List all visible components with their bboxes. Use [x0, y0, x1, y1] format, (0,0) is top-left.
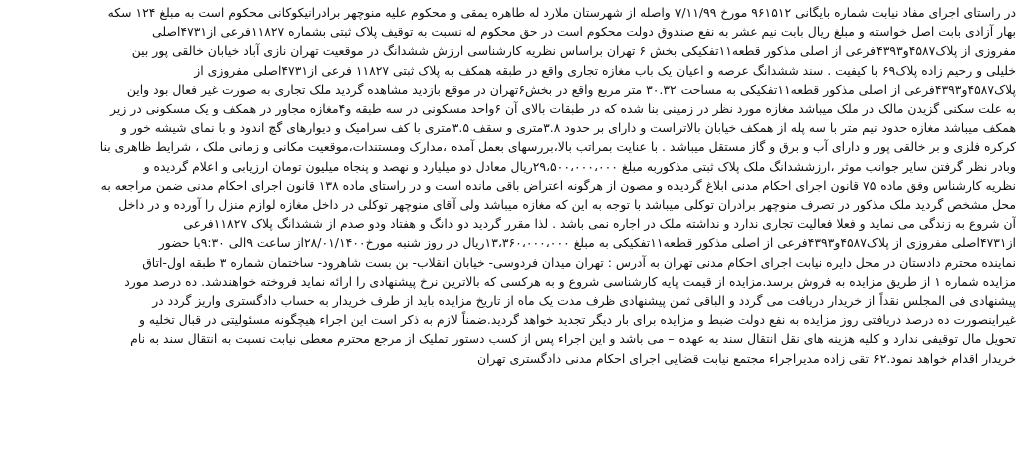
- notice-line-11: محل مشخص گردید ملک مذکور در تصرف منوچهر برادران توکلی میباشد با توجه به این که مغازه میباشد ولی آقای منوچهر توکلی در داخل مغازه لوازم منزل را آورده و در داخل: [118, 197, 1016, 213]
- notice-line-6: به علت سکنی گزیدن مالک در ملک میباشد مغازه مورد نظر در زمینی بنا شده که در طبقات بالای آن ۶واحد مسکونی در سه طبقه و۴مغازه مجاور در همکف و یک مسکونی در زیر: [110, 101, 1016, 117]
- notice-line-10: نظریه کارشناس وفق ماده ۷۵ قانون اجرای احکام مدنی ابلاغ گردیده و مصون از هرگونه اعتراض باقی مانده است و در راستای ماده ۱۳۸ قانون اجرای احکام مدنی ضمن مراجعه به: [100, 177, 1016, 193]
- notice-line-7: همکف میباشد مغازه حدود نیم متر با سه پله از همکف خیابان بالاتراست و دارای بر حدود ۳.۸متری و سقف ۳.۵متری با کف سرامیک و دیوارهای گچ اندود و با نمای شیشه خور و: [120, 120, 1016, 136]
- notice-line-1: در راستای اجرای مفاد نیابت شماره بایگانی ۹۶۱۵۱۲ مورخ ۷/۱۱/۹۹ واصله از شهرستان ملارد له طاهره یمقی و محکوم علیه منوچهر برادرانیکوکانی محکوم است به مبلغ ۱۲۴ سکه: [107, 5, 1016, 20]
- auction-notice-text: [8, 3, 1016, 368]
- notice-line-15: مزایده شماره ۱ از طریق مزایده به فروش برسد.مزایده از قیمت پایه کارشناسی شروع و به هرکسی که بالاترین نرخ پیشنهادی را ارائه نماید فروخته خواهندشد. ده درصد مورد: [124, 273, 1016, 289]
- notice-line-17: غیراینصورت ده درصد دریافتی روز مزایده به نفع دولت ضبط و مزایده برای بار دیگر تجدید خواهد گردید.ضمناً لازم به ذکر است این اجراء هیچگونه مسئولیتی در قبال تخلیه و: [138, 312, 1016, 328]
- notice-line-8: کرکره فلزی و بر خالقی پور و دارای آب و برق و گاز مستقل میباشد . با عنایت بمراتب بالا،بررسهای بعمل آمده ،مدارک ومستندات،موقعیت مکانی و زمانی ملک ، شرایط ظاهری بنا: [99, 139, 1016, 155]
- notice-line-16: پیشنهادی فی المجلس نقداً از خریدار دریافت می گردد و الباقی ثمن پیشنهادی ظرف مدت یک ماه از تاریخ مزایده باید از طرف خریدار به حساب دادگستری واریز گردد در: [152, 293, 1016, 309]
- notice-line-14: نماینده محترم دادستان در محل دایره نیابت اجرای احکام مدنی تهران به آدرس : تهران میدان فردوسی- خیابان انقلاب- بن بست شاهرود- ساختمان شماره ۳ طبقه اول-اتاق: [142, 254, 1016, 270]
- notice-line-5: پلاک۴۵۸۷و۴۳۹۳فرعی از اصلی مذکور قطعه۱۱تفکیکی به مساحت ۳۰.۳۲ متر مربع واقع در بخش۶تهران در موقع بازدید مشاهده گردید ملک تجاری به صورت غیر فعال بود واین: [126, 81, 1016, 97]
- notice-line-13: از۴۷۳۱اصلی مفروزی از پلاک۴۵۸۷و۴۳۹۳فرعی از اصلی مذکور قطعه۱۱تفکیکی به مبلغ ۱۳،۳۶۰،۰۰۰،۰۰۰ریال در روز شنبه مورخ۲۸/۰۱/۱۴۰۰از ساعت ۹الی ۹:۳۰با حضور: [158, 235, 1016, 251]
- notice-line-12: آن شروع به زندگی می نماید و فعلا فعالیت تجاری ندارد و نداشته ملک در اجاره نمی باشد . لذا مقرر گردید دو دانگ و هفتاد ودو صدم از ششدانگ پلاک ۱۱۸۲۷فرعی: [183, 216, 1016, 232]
- notice-line-4: خلیلی و رحیم زاده پلاک۶۹ با کیفیت . سند ششدانگ عرصه و اعیان یک باب مغازه تجاری واقع در طبقه همکف به پلاک ثبتی ۱۱۸۲۷ فرعی از۴۷۳۱اصلی مفروزی از: [194, 62, 1016, 78]
- notice-line-18: تحویل مال توقیفی ندارد و کلیه هزینه های نقل انتقال سند به عهده – می باشد و این اجراء پس از کسب دستور تملیک از مرجع محترم معطی نیابت نسبت به انتقال سند به نام: [130, 331, 1016, 347]
- notice-line-9: وبادر نظر گرفتن سایر جوانب موثر ،ارزششدانگ ملک پلاک ثبتی مذکوربه مبلغ ۲۹،۵۰۰،۰۰۰،۰۰۰ریال معادل دو میلیارد و نهصد و پنجاه میلیون تومان ارزیابی و اعلام گردیده و: [143, 158, 1016, 174]
- notice-line-2: بهار آزادی بابت اصل خواسته و مبلغ ریال بابت نیم عشر به نفع صندوق دولت محکوم است در حق محکوم له نسبت به توقیف پلاک ثبتی بشماره ۱۱۸۲۷فرعی از۴۷۳۱اصلی: [152, 24, 1016, 40]
- notice-line-19: خریدار اقدام خواهد نمود.۶۲ تقی زاده مدیراجراء مجتمع نیابت قضایی اجرای احکام مدنی دادگستری تهران: [477, 350, 1016, 366]
- notice-line-3: مفروزی از پلاک۴۵۸۷و۴۳۹۳فرعی از اصلی مذکور قطعه۱۱تفکیکی بخش ۶ تهران براساس نظریه کارشناسی ارزش ششدانگ در موقعیت تهران نازی آباد خیابان خالقی پور بین: [131, 43, 1016, 59]
